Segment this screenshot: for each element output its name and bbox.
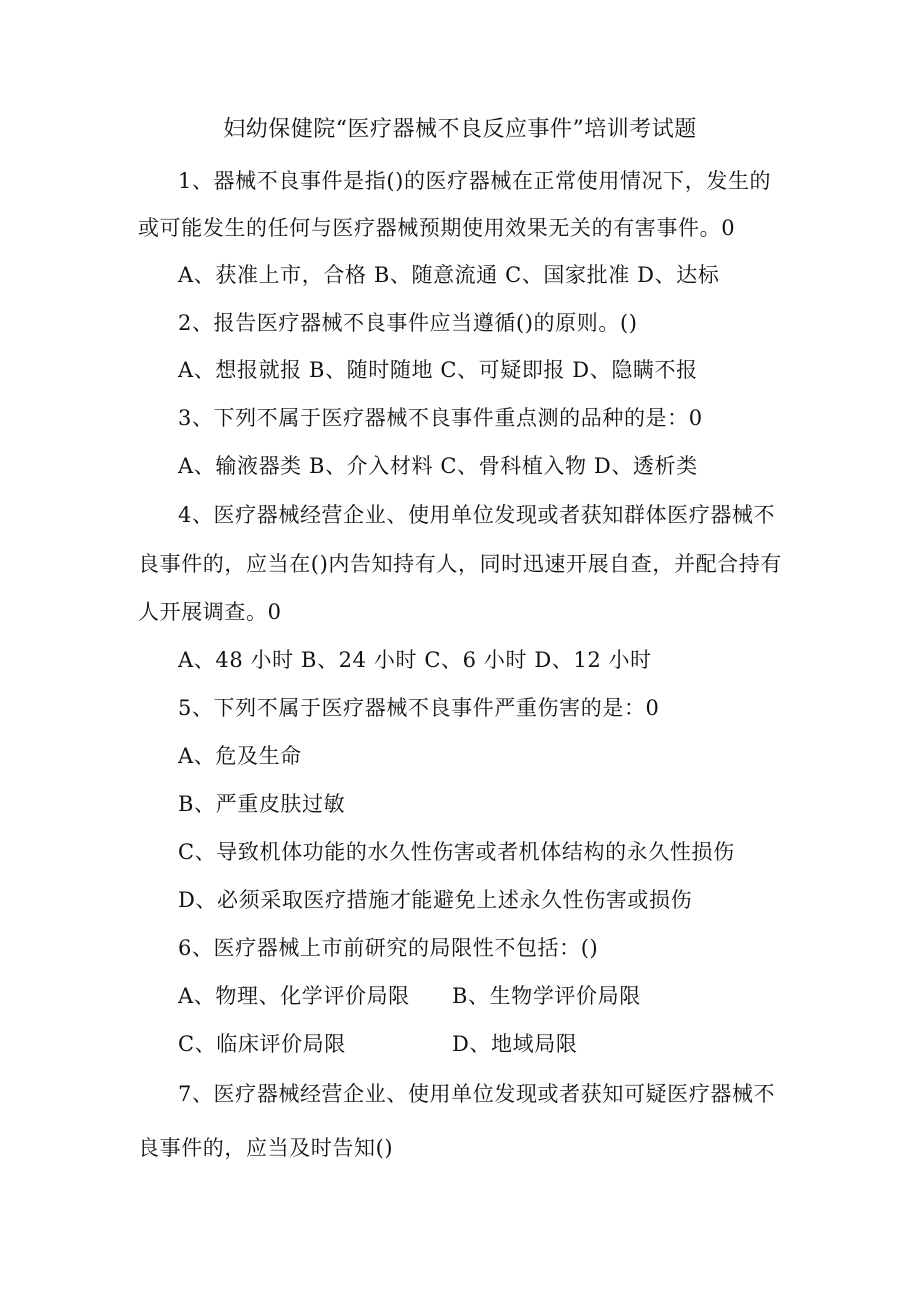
question-5-option-b: B、严重皮肤过敏 (178, 792, 346, 816)
question-4-line-3: 人开展调查。0 (138, 600, 282, 624)
question-5-line-1: 5、下列不属于医疗器械不良事件严重伤害的是：0 (178, 696, 660, 720)
document-title: 妇幼保健院“医疗器械不良反应事件”培训考试题 (223, 117, 697, 142)
question-6-option-c: C、临床评价局限 (178, 1032, 346, 1056)
question-1-line-2: 或可能发生的任何与医疗器械预期使用效果无关的有害事件。0 (138, 216, 736, 240)
question-6-line-1: 6、医疗器械上市前研究的局限性不包括：() (178, 936, 599, 960)
question-4-line-1: 4、医疗器械经营企业、使用单位发现或者获知群体医疗器械不 (178, 503, 776, 527)
question-2-line-1: 2、报告医疗器械不良事件应当遵循()的原则。() (178, 311, 638, 335)
question-6-option-b: B、生物学评价局限 (452, 984, 641, 1008)
question-1-options: A、获准上市，合格 B、随意流通 C、国家批准 D、达标 (178, 263, 720, 287)
question-7-line-1: 7、医疗器械经营企业、使用单位发现或者获知可疑医疗器械不 (178, 1082, 776, 1106)
question-2-options: A、想报就报 B、随时随地 C、可疑即报 D、隐瞒不报 (178, 358, 698, 382)
question-4-line-2: 良事件的，应当在()内告知持有人，同时迅速开展自查，并配合持有 (138, 552, 782, 576)
question-5-option-c: C、导致机体功能的水久性伤害或者机体结构的永久性损伤 (178, 840, 735, 864)
question-1-line-1: 1、器械不良事件是指()的医疗器械在正常使用情况下，发生的 (178, 169, 772, 193)
question-4-options: A、48 小时 B、24 小时 C、6 小时 D、12 小时 (178, 648, 652, 672)
question-6-option-a: A、物理、化学评价局限 (178, 984, 410, 1008)
question-6-option-d: D、地域局限 (452, 1032, 578, 1056)
question-3-line-1: 3、下列不属于医疗器械不良事件重点测的品种的是：0 (178, 406, 703, 430)
question-7-line-2: 良事件的，应当及时告知() (138, 1136, 394, 1160)
question-5-option-a: A、危及生命 (178, 744, 302, 768)
question-3-options: A、输液器类 B、介入材料 C、骨科植入物 D、透析类 (178, 454, 698, 478)
question-5-option-d: D、必须采取医疗措施才能避免上述永久性伤害或损伤 (178, 888, 693, 912)
